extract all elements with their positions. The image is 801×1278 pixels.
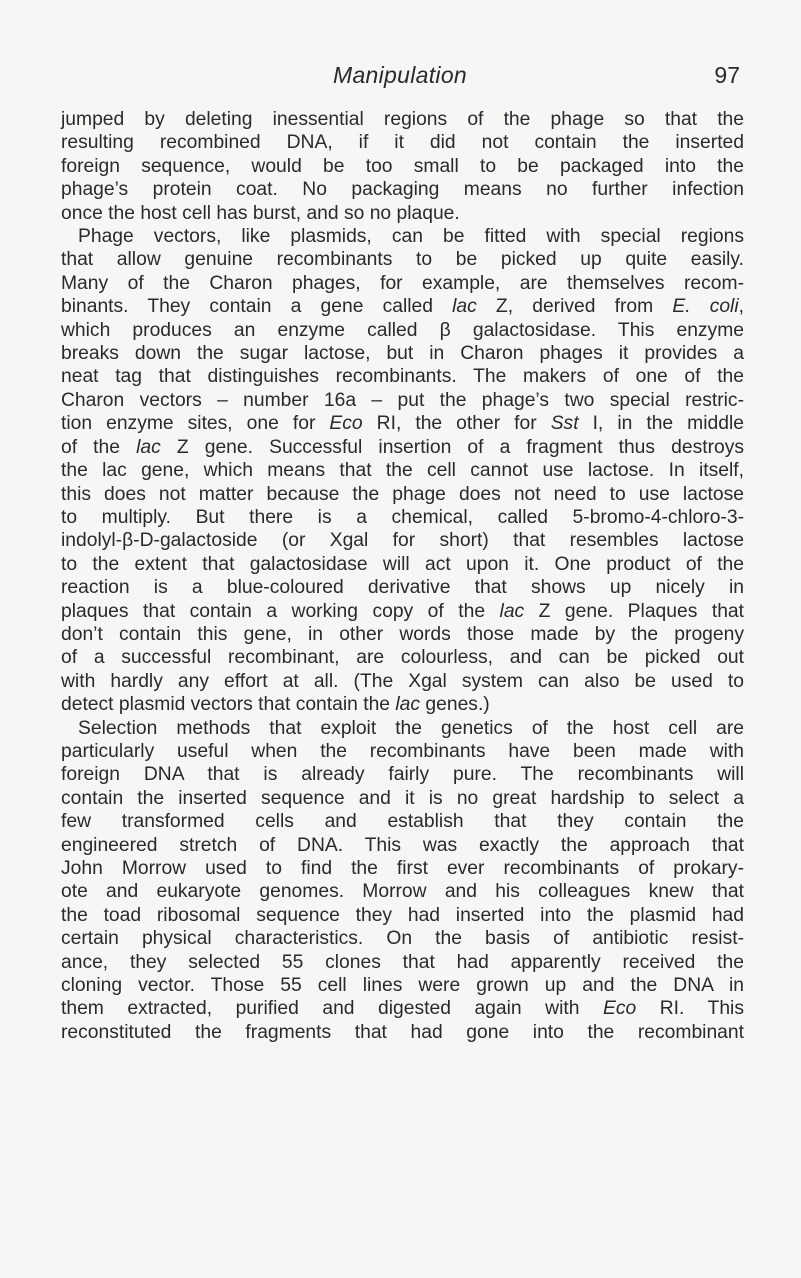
text-run: Z gene. Successful insertion of a fragment thus destroys bbox=[160, 436, 744, 458]
text-run: detect plasmid vectors that contain the bbox=[61, 694, 396, 716]
paragraph bbox=[61, 108, 744, 225]
text-line bbox=[61, 225, 744, 248]
text-run: of the bbox=[61, 436, 137, 458]
text-run: particularly useful when the recombinants have been made with bbox=[61, 740, 744, 762]
text-line bbox=[61, 857, 744, 880]
text-line bbox=[61, 459, 744, 482]
text-run: I, in the middle bbox=[578, 413, 744, 435]
text-run: few transformed cells and establish that they contain the bbox=[61, 811, 744, 833]
text-run: indolyl-β-D-galactoside (or Xgal for short) that resembles lactose bbox=[61, 530, 744, 552]
italic-term: Sst bbox=[550, 413, 579, 435]
text-line bbox=[61, 787, 744, 810]
text-line bbox=[61, 623, 744, 646]
italic-term: lac bbox=[395, 694, 421, 716]
text-run: with hardly any effort at all. (The Xgal system can also be used to bbox=[61, 670, 744, 692]
text-line bbox=[61, 483, 744, 506]
body-text bbox=[61, 108, 744, 1044]
text-line bbox=[61, 202, 744, 225]
italic-term: lac bbox=[499, 600, 525, 622]
text-line bbox=[61, 693, 744, 716]
text-run: neat tag that distinguishes recombinants. The makers of one of the bbox=[61, 366, 744, 388]
text-run: binants. They contain a gene called bbox=[61, 296, 453, 318]
text-line bbox=[61, 389, 744, 412]
text-run: Z gene. Plaques that bbox=[524, 600, 744, 622]
text-line bbox=[61, 740, 744, 763]
text-line bbox=[61, 810, 744, 833]
text-line bbox=[61, 319, 744, 342]
text-run: that allow genuine recombinants to be picked up quite easily. bbox=[61, 249, 744, 271]
text-line bbox=[61, 997, 744, 1020]
text-run: ance, they selected 55 clones that had apparently received the bbox=[61, 951, 744, 973]
text-run: to multiply. But there is a chemical, called 5-bromo-4-chloro-3- bbox=[61, 506, 744, 528]
text-run: reconstituted the fragments that had gone into the recombinant bbox=[61, 1021, 744, 1043]
text-run: certain physical characteristics. On the basis of antibiotic resist- bbox=[61, 928, 744, 950]
text-run: RI, the other for bbox=[362, 413, 551, 435]
text-line bbox=[61, 646, 744, 669]
paragraph bbox=[61, 225, 744, 717]
text-line bbox=[61, 272, 744, 295]
text-run: breaks down the sugar lactose, but in Charon phages it provides a bbox=[61, 343, 744, 365]
text-run: of a successful recombinant, are colourless, and can be picked out bbox=[61, 647, 744, 669]
text-run: Phage vectors, like plasmids, can be fitted with special regions bbox=[78, 226, 744, 248]
text-line bbox=[61, 506, 744, 529]
text-line bbox=[61, 670, 744, 693]
text-line bbox=[61, 248, 744, 271]
text-run: the toad ribosomal sequence they had inserted into the plasmid had bbox=[61, 904, 744, 926]
text-line bbox=[61, 763, 744, 786]
text-line bbox=[61, 178, 744, 201]
page-number: 97 bbox=[714, 62, 740, 88]
text-line bbox=[61, 834, 744, 857]
text-line bbox=[61, 155, 744, 178]
text-run: them extracted, purified and digested again with bbox=[61, 998, 603, 1020]
text-line bbox=[61, 951, 744, 974]
text-run: tion enzyme sites, one for bbox=[61, 413, 330, 435]
text-run: Z, derived from bbox=[476, 296, 673, 318]
text-run: jumped by deleting inessential regions of the phage so that the bbox=[61, 109, 744, 130]
running-head bbox=[60, 62, 740, 96]
italic-term: lac bbox=[136, 436, 161, 458]
text-run: genes.) bbox=[420, 694, 490, 716]
text-run: , bbox=[738, 296, 744, 318]
text-line bbox=[61, 927, 744, 950]
italic-term: Eco bbox=[602, 998, 637, 1020]
text-line bbox=[61, 904, 744, 927]
text-run: once the host cell has burst, and so no plaque. bbox=[61, 202, 460, 224]
italic-term: Eco bbox=[329, 413, 363, 435]
text-run: phage’s protein coat. No packaging means no further infection bbox=[61, 179, 744, 201]
text-line bbox=[61, 412, 744, 435]
text-line bbox=[61, 880, 744, 903]
text-run: Selection methods that exploit the genetics of the host cell are bbox=[78, 717, 744, 739]
text-run: the lac gene, which means that the cell cannot use lactose. In itself, bbox=[61, 460, 744, 482]
text-line bbox=[61, 553, 744, 576]
text-run: this does not matter because the phage does not need to use lactose bbox=[61, 483, 744, 505]
text-line bbox=[61, 974, 744, 997]
text-line bbox=[61, 576, 744, 599]
text-line bbox=[61, 600, 744, 623]
text-run: Many of the Charon phages, for example, are themselves recom- bbox=[61, 272, 744, 294]
text-run: RI. This bbox=[636, 998, 744, 1020]
text-run: plaques that contain a working copy of the bbox=[61, 600, 500, 622]
text-run: cloning vector. Those 55 cell lines were grown up and the DNA in bbox=[61, 975, 744, 997]
text-line bbox=[61, 108, 744, 131]
text-run: resulting recombined DNA, if it did not contain the inserted bbox=[61, 132, 744, 154]
text-run: Charon vectors – number 16a – put the phage’s two special restric- bbox=[61, 389, 744, 411]
text-run: engineered stretch of DNA. This was exactly the approach that bbox=[61, 834, 744, 856]
text-line bbox=[61, 295, 744, 318]
text-run: contain the inserted sequence and it is no great hardship to select a bbox=[61, 787, 744, 809]
text-line bbox=[61, 131, 744, 154]
text-line bbox=[61, 717, 744, 740]
chapter-title: Manipulation bbox=[332, 62, 468, 88]
text-run: reaction is a blue-coloured derivative that shows up nicely in bbox=[61, 577, 744, 599]
text-run: ote and eukaryote genomes. Morrow and his colleagues knew that bbox=[61, 881, 744, 903]
text-line bbox=[61, 342, 744, 365]
text-run: which produces an enzyme called β galactosidase. This enzyme bbox=[61, 319, 744, 341]
italic-term: E. coli bbox=[672, 296, 739, 318]
text-line bbox=[61, 1021, 744, 1044]
italic-term: lac bbox=[452, 296, 477, 318]
text-run: foreign sequence, would be too small to be packaged into the bbox=[61, 155, 744, 177]
text-run: John Morrow used to find the first ever recombinants of prokary- bbox=[61, 858, 744, 879]
text-run: to the extent that galactosidase will act upon it. One product of the bbox=[61, 553, 744, 575]
text-line bbox=[61, 436, 744, 459]
text-line bbox=[61, 365, 744, 388]
text-run: foreign DNA that is already fairly pure. The recombinants will bbox=[61, 764, 744, 786]
text-run: don’t contain this gene, in other words those made by the progeny bbox=[61, 623, 744, 645]
paragraph bbox=[61, 717, 744, 1045]
text-line bbox=[61, 529, 744, 552]
